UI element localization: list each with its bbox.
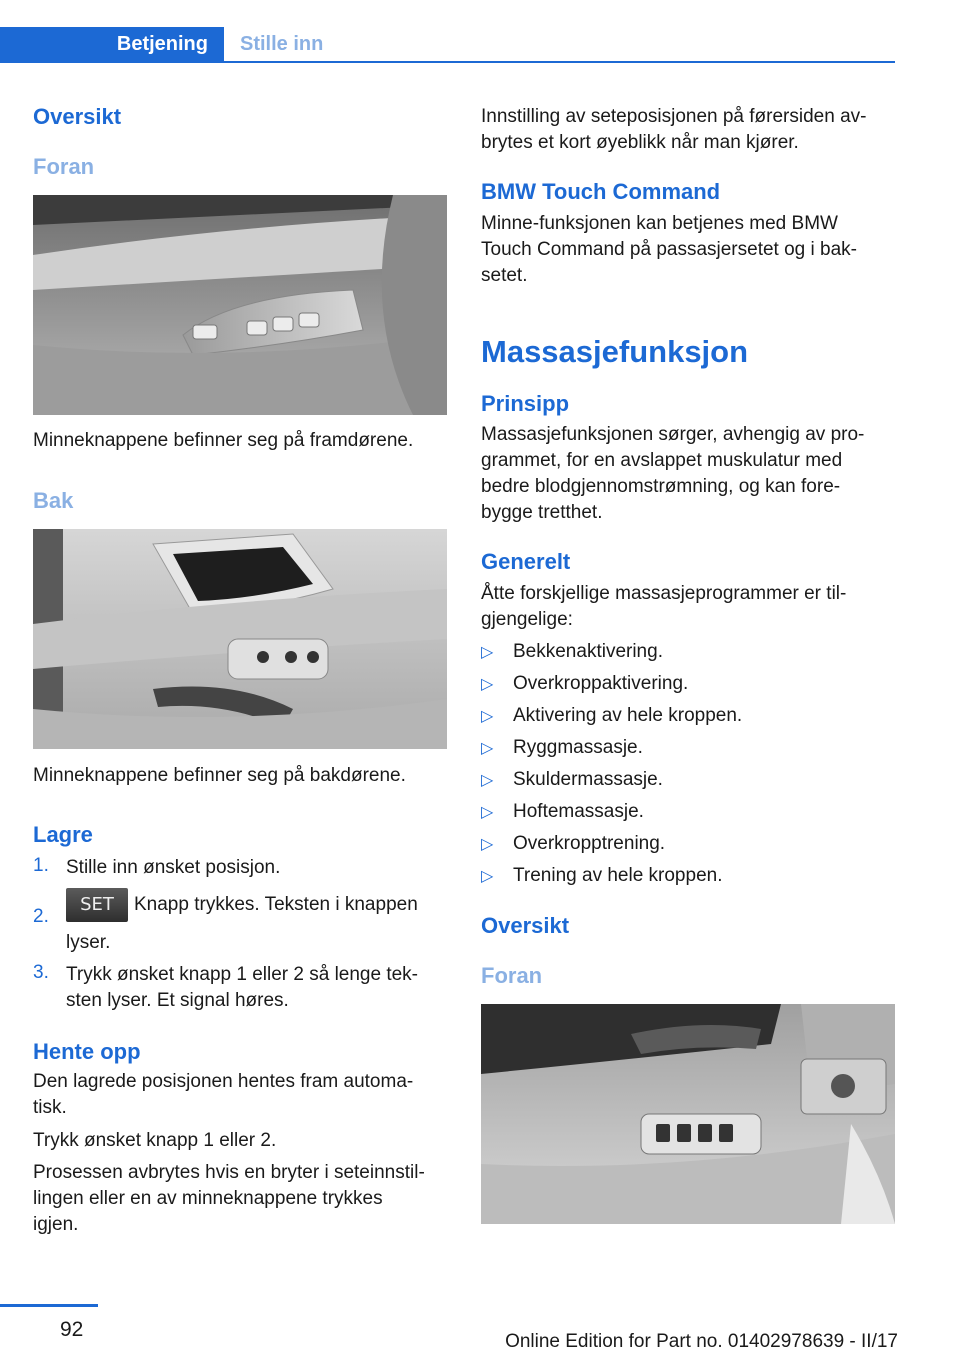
step-text-cont: sten lyser. Et signal høres. bbox=[66, 990, 289, 1011]
list-item: Bekkenaktivering. bbox=[513, 641, 663, 662]
step-number: 1. bbox=[33, 855, 49, 876]
body-text: Massasjefunksjonen sørger, avhengig av pro‐ bbox=[481, 424, 865, 445]
body-text: Trykk ønsket knapp 1 eller 2. bbox=[33, 1130, 277, 1151]
body-text: igjen. bbox=[33, 1214, 79, 1235]
heading-hente-opp: Hente opp bbox=[33, 1039, 141, 1064]
header-tabbar bbox=[0, 27, 895, 63]
body-text: Minne-funksjonen kan betjenes med BMW bbox=[481, 213, 838, 234]
step-text: Knapp trykkes. Teksten i knappen bbox=[134, 894, 418, 916]
body-text: lingen eller en av minneknappene trykkes bbox=[33, 1188, 383, 1209]
step-number: 3. bbox=[33, 962, 49, 983]
list-item: Overkropptrening. bbox=[513, 833, 666, 854]
step-text: Stille inn ønsket posisjon. bbox=[66, 857, 281, 878]
list-item: Ryggmassasje. bbox=[513, 737, 643, 758]
footer-rule bbox=[0, 1304, 98, 1307]
list-item: Overkroppaktivering. bbox=[513, 673, 689, 694]
triangle-right-icon: ▷ bbox=[481, 868, 494, 885]
body-text: brytes et kort øyeblikk når man kjører. bbox=[481, 132, 799, 153]
body-text: Åtte forskjellige massasjeprogrammer er til‐ bbox=[481, 583, 847, 604]
step-text-cont: lyser. bbox=[66, 932, 111, 953]
body-text: setet. bbox=[481, 265, 528, 286]
body-text: grammet, for en avslappet muskulatur med bbox=[481, 450, 843, 471]
triangle-right-icon: ▷ bbox=[481, 836, 494, 853]
front-door-massage-photo bbox=[481, 1004, 895, 1224]
heading-oversikt-right: Oversikt bbox=[481, 913, 570, 938]
step-text: Trykk ønsket knapp 1 eller 2 så lenge tek‐ bbox=[66, 964, 419, 985]
caption-front: Minneknappene befinner seg på framdørene. bbox=[33, 430, 414, 451]
triangle-right-icon: ▷ bbox=[481, 676, 494, 693]
heading-touch-command: BMW Touch Command bbox=[481, 179, 721, 204]
set-button-icon: SET bbox=[66, 888, 128, 922]
heading-massasjefunksjon: Massasjefunksjon bbox=[481, 334, 749, 369]
list-item: Aktivering av hele kroppen. bbox=[513, 705, 743, 726]
body-text: tisk. bbox=[33, 1097, 67, 1118]
body-text: Den lagrede posisjonen hentes fram automa‐ bbox=[33, 1071, 414, 1092]
page-number: 92 bbox=[60, 1318, 84, 1341]
body-text: Innstilling av seteposisjonen på førersiden av‐ bbox=[481, 106, 867, 127]
body-text: Touch Command på passasjersetet og i bak‐ bbox=[481, 239, 857, 260]
body-text: gjengelige: bbox=[481, 609, 573, 630]
heading-generelt: Generelt bbox=[481, 549, 571, 574]
body-text: bygge tretthet. bbox=[481, 502, 603, 523]
heading-foran: Foran bbox=[33, 154, 95, 179]
online-edition: Online Edition for Part no. 01402978639 - II/17 bbox=[505, 1331, 898, 1352]
step-2-line bbox=[66, 888, 418, 922]
body-text: bedre blodgjennomstrømning, og kan fore‐ bbox=[481, 476, 841, 497]
caption-rear: Minneknappene befinner seg på bakdørene. bbox=[33, 765, 406, 786]
heading-lagre: Lagre bbox=[33, 822, 93, 847]
heading-foran-right: Foran bbox=[481, 963, 543, 988]
list-item: Hoftemassasje. bbox=[513, 801, 644, 822]
step-number: 2. bbox=[33, 906, 49, 927]
triangle-right-icon: ▷ bbox=[481, 740, 494, 757]
tab-betjening[interactable]: Betjening bbox=[0, 27, 224, 61]
list-item: Trening av hele kroppen. bbox=[513, 865, 723, 886]
heading-prinsipp: Prinsipp bbox=[481, 391, 570, 416]
triangle-right-icon: ▷ bbox=[481, 772, 494, 789]
list-item: Skuldermassasje. bbox=[513, 769, 663, 790]
front-door-photo bbox=[33, 195, 447, 415]
body-text: Prosessen avbrytes hvis en bryter i seteinnstil‐ bbox=[33, 1162, 425, 1183]
heading-bak: Bak bbox=[33, 488, 74, 513]
triangle-right-icon: ▷ bbox=[481, 644, 494, 661]
triangle-right-icon: ▷ bbox=[481, 708, 494, 725]
rear-door-photo bbox=[33, 529, 447, 749]
triangle-right-icon: ▷ bbox=[481, 804, 494, 821]
heading-oversikt: Oversikt bbox=[33, 104, 122, 129]
tab-stille-inn[interactable]: Stille inn bbox=[240, 33, 324, 55]
